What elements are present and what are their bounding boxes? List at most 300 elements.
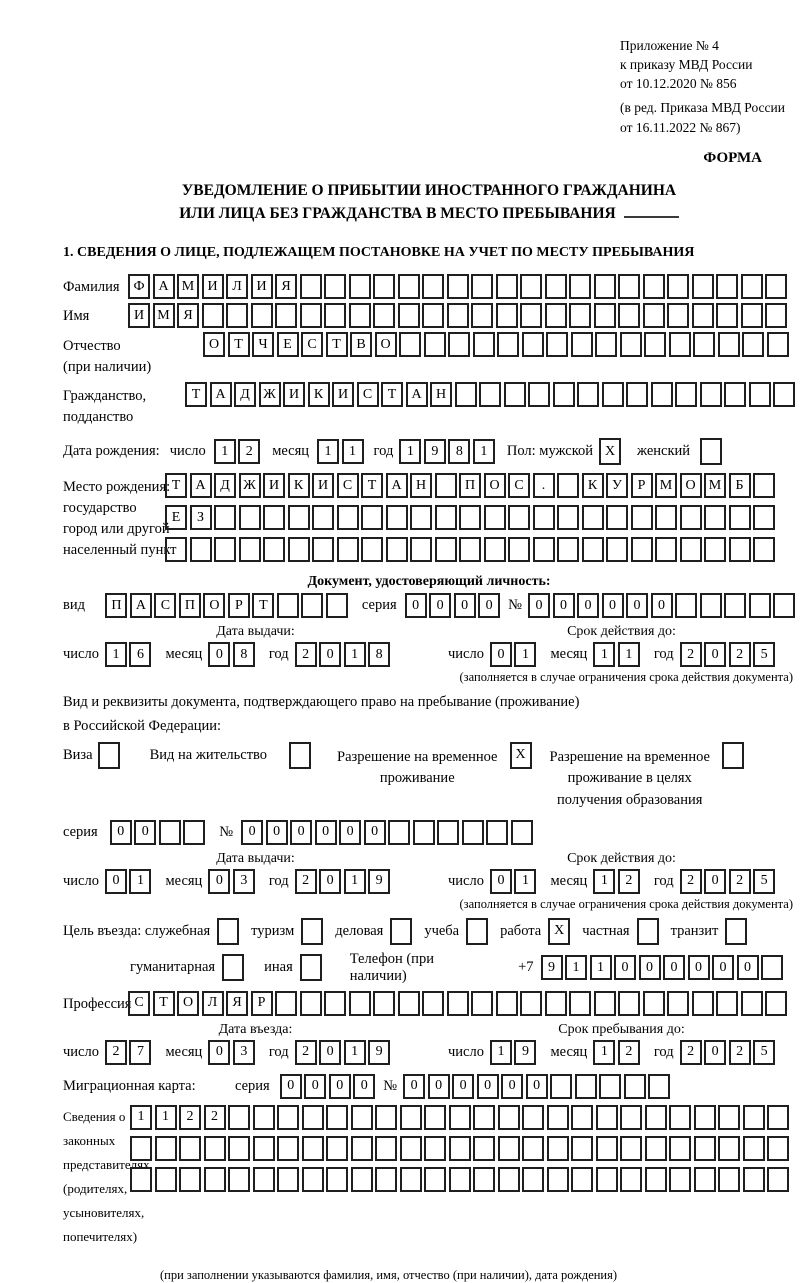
form-cell: 0 bbox=[110, 820, 132, 845]
form-cell: С bbox=[508, 473, 530, 498]
form-cell bbox=[618, 274, 640, 299]
form-cell bbox=[624, 1074, 646, 1099]
purpose-tourism-checkbox bbox=[301, 918, 323, 945]
form-cell: С bbox=[337, 473, 359, 498]
purpose-humanitarian-checkbox bbox=[222, 954, 244, 981]
sex-female-checkbox bbox=[700, 438, 722, 465]
representatives-row3 bbox=[130, 1167, 789, 1192]
form-cell: 2 bbox=[295, 869, 317, 894]
purpose-study-label: учеба bbox=[424, 922, 460, 939]
field-citizenship bbox=[63, 382, 795, 428]
stay-doc-intro: Вид и реквизиты документа, подтверждающего право на пребывание (проживание) в Российской Федерации: bbox=[63, 694, 580, 734]
form-cell: 2 bbox=[680, 1040, 702, 1065]
form-cell bbox=[277, 593, 299, 618]
form-cell bbox=[520, 303, 542, 328]
form-cell: 3 bbox=[233, 1040, 255, 1065]
form-cell: 2 bbox=[618, 1040, 640, 1065]
form-cell bbox=[447, 303, 469, 328]
form-cell bbox=[724, 593, 746, 618]
form-cell: X bbox=[599, 438, 621, 465]
patronymic-label: Отчество (при наличии) bbox=[63, 338, 152, 376]
form-cell: С bbox=[357, 382, 379, 407]
given-name-label: Имя bbox=[63, 308, 90, 325]
form-cell: 0 bbox=[602, 593, 624, 618]
form-cell: Т bbox=[326, 332, 348, 357]
form-cell bbox=[511, 820, 533, 845]
form-cell: П bbox=[179, 593, 201, 618]
form-cell: 0 bbox=[501, 1074, 523, 1099]
form-cell: У bbox=[606, 473, 628, 498]
form-cell bbox=[680, 505, 702, 530]
form-cell bbox=[694, 1136, 716, 1161]
representatives-row2 bbox=[130, 1136, 789, 1161]
form-cell bbox=[302, 1105, 324, 1130]
form-cell bbox=[575, 1074, 597, 1099]
form-cell bbox=[301, 593, 323, 618]
form-cell bbox=[222, 954, 244, 981]
form-cell bbox=[742, 332, 764, 357]
identity-issue-date: число 1 6 месяц 0 8 год 2 0 1 8 bbox=[63, 642, 448, 667]
form-cell bbox=[398, 991, 420, 1016]
migration-card-label: Миграционная карта: bbox=[63, 1077, 196, 1094]
form-cell: Н bbox=[430, 382, 452, 407]
form-cell bbox=[547, 1136, 569, 1161]
field-surname bbox=[63, 274, 795, 299]
form-cell: 9 bbox=[541, 955, 563, 980]
form-cell bbox=[447, 274, 469, 299]
form-cell bbox=[700, 438, 722, 465]
form-cell bbox=[722, 742, 744, 769]
form-cell bbox=[300, 274, 322, 299]
field-birth-place bbox=[63, 473, 795, 569]
form-cell bbox=[667, 274, 689, 299]
edu-permit-label: Разрешение на временное проживание в целях получения образования bbox=[549, 748, 710, 809]
form-cell bbox=[375, 1105, 397, 1130]
option-temp-permit bbox=[337, 742, 531, 791]
form-cell bbox=[569, 274, 591, 299]
form-cell: 0 bbox=[526, 1074, 548, 1099]
form-cell bbox=[289, 742, 311, 769]
form-cell bbox=[606, 537, 628, 562]
form-cell bbox=[165, 537, 187, 562]
stay-expiry-note: (заполняется в случае ограничения срока действия документа) bbox=[459, 896, 793, 911]
birth-place-row3 bbox=[165, 537, 775, 562]
stay-number-cells bbox=[241, 820, 533, 845]
form-cell: 0 bbox=[477, 1074, 499, 1099]
form-cell bbox=[375, 1167, 397, 1192]
form-cell bbox=[388, 820, 410, 845]
stay-until-heading: Срок пребывания до: bbox=[558, 1021, 685, 1037]
form-cell: Т bbox=[165, 473, 187, 498]
form-cell bbox=[522, 1105, 544, 1130]
form-cell: И bbox=[263, 473, 285, 498]
form-cell: 7 bbox=[129, 1040, 151, 1065]
form-cell: А bbox=[190, 473, 212, 498]
form-cell: А bbox=[406, 382, 428, 407]
form-cell: 8 bbox=[368, 642, 390, 667]
form-cell: 0 bbox=[364, 820, 386, 845]
form-cell bbox=[692, 274, 714, 299]
form-cell: Р bbox=[228, 593, 250, 618]
form-cell bbox=[675, 593, 697, 618]
purpose-private-checkbox bbox=[637, 918, 659, 945]
form-cell: 2 bbox=[179, 1105, 201, 1130]
migration-card-row bbox=[63, 1074, 795, 1099]
form-cell bbox=[422, 274, 444, 299]
form-cell bbox=[596, 1136, 618, 1161]
form-cell: А bbox=[386, 473, 408, 498]
form-cell: 2 bbox=[295, 1040, 317, 1065]
form-cell bbox=[765, 274, 787, 299]
stay-expiry-day-cells bbox=[490, 869, 537, 894]
form-cell: 1 bbox=[514, 869, 536, 894]
form-cell bbox=[228, 1105, 250, 1130]
form-cell: 0 bbox=[528, 593, 550, 618]
form-cell: X bbox=[548, 918, 570, 945]
form-cell: 0 bbox=[405, 593, 427, 618]
form-cell bbox=[484, 505, 506, 530]
sex-male-checkbox bbox=[599, 438, 621, 465]
form-cell bbox=[743, 1167, 765, 1192]
identity-doc-dates bbox=[63, 642, 795, 667]
form-cell bbox=[669, 1105, 691, 1130]
form-cell bbox=[620, 1105, 642, 1130]
form-cell bbox=[466, 918, 488, 945]
form-cell bbox=[473, 1167, 495, 1192]
birth-place-row1 bbox=[165, 473, 775, 498]
form-cell bbox=[545, 274, 567, 299]
form-cell bbox=[557, 537, 579, 562]
form-cell: И bbox=[202, 274, 224, 299]
identity-expiry-note: (заполняется в случае ограничения срока действия документа) bbox=[459, 670, 793, 685]
form-cell bbox=[546, 332, 568, 357]
issue-date-heading: Дата выдачи: bbox=[216, 624, 295, 640]
form-cell: 0 bbox=[329, 1074, 351, 1099]
form-cell: 0 bbox=[319, 642, 341, 667]
birth-month-cells bbox=[317, 439, 364, 464]
form-cell bbox=[204, 1136, 226, 1161]
form-cell bbox=[595, 332, 617, 357]
option-residence-permit bbox=[150, 742, 311, 769]
form-cell bbox=[263, 537, 285, 562]
form-cell: А bbox=[153, 274, 175, 299]
form-cell: В bbox=[350, 332, 372, 357]
purpose-work-label: работа bbox=[500, 922, 542, 939]
form-cell bbox=[675, 382, 697, 407]
form-cell: 2 bbox=[729, 1040, 751, 1065]
form-cell bbox=[645, 1136, 667, 1161]
appendix-line: от 10.12.2020 № 856 bbox=[620, 76, 737, 92]
form-cell bbox=[435, 473, 457, 498]
form-cell bbox=[648, 1074, 670, 1099]
form-cell bbox=[620, 332, 642, 357]
stay-expiry-heading: Срок действия до: bbox=[567, 850, 676, 866]
birth-year-cells bbox=[399, 439, 495, 464]
appendix-header bbox=[620, 36, 795, 137]
purpose-business-checkbox bbox=[390, 918, 412, 945]
form-cell bbox=[606, 505, 628, 530]
expiry-day-cells bbox=[490, 642, 537, 667]
form-cell: 9 bbox=[424, 439, 446, 464]
form-cell: Ч bbox=[252, 332, 274, 357]
form-cell bbox=[620, 1167, 642, 1192]
form-cell bbox=[545, 991, 567, 1016]
form-cell bbox=[447, 991, 469, 1016]
form-cell: 0 bbox=[428, 1074, 450, 1099]
form-cell: Т bbox=[381, 382, 403, 407]
issue-year-cells bbox=[295, 642, 391, 667]
form-cell bbox=[596, 1105, 618, 1130]
form-cell bbox=[716, 303, 738, 328]
form-cell bbox=[277, 1167, 299, 1192]
form-cell bbox=[473, 1105, 495, 1130]
phone-cells bbox=[541, 955, 784, 980]
purpose-private-label: частная bbox=[582, 922, 630, 939]
form-cell bbox=[400, 1136, 422, 1161]
form-cell: 1 bbox=[565, 955, 587, 980]
form-cell: 2 bbox=[295, 642, 317, 667]
form-cell bbox=[275, 991, 297, 1016]
form-cell: О bbox=[177, 991, 199, 1016]
form-cell bbox=[399, 332, 421, 357]
form-cell bbox=[130, 1136, 152, 1161]
form-cell: 2 bbox=[618, 869, 640, 894]
form-cell bbox=[479, 382, 501, 407]
form-cell: 0 bbox=[663, 955, 685, 980]
form-cell bbox=[680, 537, 702, 562]
form-cell bbox=[437, 820, 459, 845]
form-cell: К bbox=[308, 382, 330, 407]
form-cell bbox=[459, 505, 481, 530]
form-cell bbox=[424, 1136, 446, 1161]
form-cell: 0 bbox=[266, 820, 288, 845]
form-cell bbox=[288, 505, 310, 530]
representatives-block bbox=[63, 1105, 795, 1283]
form-cell: Л bbox=[226, 274, 248, 299]
form-cell bbox=[729, 537, 751, 562]
form-cell: 5 bbox=[753, 869, 775, 894]
form-cell bbox=[694, 1105, 716, 1130]
form-cell bbox=[277, 1105, 299, 1130]
form-cell: 0 bbox=[704, 1040, 726, 1065]
form-cell bbox=[498, 1167, 520, 1192]
form-cell: Б bbox=[729, 473, 751, 498]
form-cell bbox=[226, 303, 248, 328]
form-cell bbox=[155, 1136, 177, 1161]
form-cell bbox=[373, 303, 395, 328]
stay-doc-options bbox=[63, 742, 795, 812]
purpose-other-label: иная bbox=[264, 959, 293, 976]
form-cell bbox=[643, 991, 665, 1016]
form-cell bbox=[448, 332, 470, 357]
form-cell bbox=[217, 918, 239, 945]
form-cell bbox=[571, 332, 593, 357]
form-cell bbox=[326, 1167, 348, 1192]
form-cell bbox=[643, 274, 665, 299]
form-cell: 9 bbox=[514, 1040, 536, 1065]
entry-date: число 2 7 месяц 0 3 год 2 0 1 9 bbox=[63, 1040, 448, 1065]
field-given-name bbox=[63, 303, 795, 328]
form-cell bbox=[753, 537, 775, 562]
form-cell: 1 bbox=[129, 869, 151, 894]
form-cell bbox=[508, 537, 530, 562]
form-cell bbox=[743, 1105, 765, 1130]
form-cell bbox=[553, 382, 575, 407]
stay-expiry-month-cells bbox=[593, 869, 640, 894]
form-cell bbox=[602, 382, 624, 407]
form-cell: И bbox=[128, 303, 150, 328]
form-cell: 0 bbox=[704, 642, 726, 667]
form-cell bbox=[582, 537, 604, 562]
doc-series-cells bbox=[405, 593, 501, 618]
form-cell: 1 bbox=[344, 642, 366, 667]
form-cell bbox=[528, 382, 550, 407]
form-cell: 1 bbox=[155, 1105, 177, 1130]
form-cell: 1 bbox=[473, 439, 495, 464]
form-cell bbox=[631, 537, 653, 562]
migration-number-cells bbox=[403, 1074, 670, 1099]
stay-series-label: серия bbox=[63, 823, 98, 840]
birth-day-label: число bbox=[169, 443, 206, 460]
form-cell bbox=[486, 820, 508, 845]
doc-kind-cells bbox=[105, 593, 348, 618]
form-cell: М bbox=[177, 274, 199, 299]
form-cell bbox=[557, 505, 579, 530]
form-cell: 8 bbox=[233, 642, 255, 667]
form-cell: 1 bbox=[490, 1040, 512, 1065]
form-cell bbox=[455, 382, 477, 407]
form-cell: 0 bbox=[403, 1074, 425, 1099]
form-cell: А bbox=[210, 382, 232, 407]
form-cell bbox=[618, 991, 640, 1016]
form-cell bbox=[351, 1136, 373, 1161]
form-cell: С bbox=[128, 991, 150, 1016]
form-cell: 0 bbox=[105, 869, 127, 894]
form-cell bbox=[435, 537, 457, 562]
citizenship-cells bbox=[185, 382, 795, 407]
form-cell: 0 bbox=[208, 642, 230, 667]
form-cell: И bbox=[332, 382, 354, 407]
form-cell bbox=[277, 1136, 299, 1161]
form-cell bbox=[471, 303, 493, 328]
form-cell: О bbox=[680, 473, 702, 498]
residence-permit-label: Вид на жительство bbox=[149, 746, 268, 763]
form-cell bbox=[413, 820, 435, 845]
form-cell bbox=[228, 1136, 250, 1161]
form-cell bbox=[422, 991, 444, 1016]
form-cell: М bbox=[655, 473, 677, 498]
form-cell bbox=[300, 991, 322, 1016]
form-cell bbox=[582, 505, 604, 530]
form-cell: 1 bbox=[399, 439, 421, 464]
form-cell bbox=[716, 274, 738, 299]
form-cell: 9 bbox=[368, 869, 390, 894]
form-cell bbox=[449, 1105, 471, 1130]
form-cell bbox=[361, 537, 383, 562]
option-edu-permit bbox=[550, 742, 744, 812]
form-cell: 0 bbox=[490, 869, 512, 894]
form-cell: И bbox=[312, 473, 334, 498]
form-cell bbox=[410, 537, 432, 562]
form-cell: 1 bbox=[593, 869, 615, 894]
form-cell: 1 bbox=[317, 439, 339, 464]
surname-label: Фамилия bbox=[63, 279, 120, 296]
blank-underline bbox=[624, 203, 679, 218]
form-cell bbox=[351, 1105, 373, 1130]
form-cell bbox=[159, 820, 181, 845]
form-cell bbox=[533, 537, 555, 562]
form-cell: 1 bbox=[214, 439, 236, 464]
form-cell bbox=[424, 332, 446, 357]
form-cell bbox=[718, 1136, 740, 1161]
form-cell bbox=[449, 1167, 471, 1192]
form-cell bbox=[400, 1167, 422, 1192]
visa-checkbox bbox=[98, 742, 120, 769]
birth-date-label: Дата рождения: bbox=[63, 443, 160, 460]
form-cell bbox=[228, 1167, 250, 1192]
form-cell bbox=[753, 505, 775, 530]
form-cell bbox=[473, 332, 495, 357]
form-cell: М bbox=[704, 473, 726, 498]
form-cell bbox=[626, 382, 648, 407]
form-cell: А bbox=[130, 593, 152, 618]
form-cell bbox=[496, 991, 518, 1016]
purpose-tourism-label: туризм bbox=[251, 922, 295, 939]
form-cell bbox=[718, 332, 740, 357]
form-cell bbox=[326, 1105, 348, 1130]
form-cell bbox=[204, 1167, 226, 1192]
representatives-row1 bbox=[130, 1105, 789, 1130]
form-cell: 0 bbox=[452, 1074, 474, 1099]
form-cell bbox=[571, 1167, 593, 1192]
appendix-line: к приказу МВД России bbox=[620, 57, 753, 73]
form-cell: С bbox=[154, 593, 176, 618]
identity-doc-date-headings bbox=[63, 624, 795, 640]
form-cell bbox=[700, 593, 722, 618]
form-cell bbox=[471, 991, 493, 1016]
issue-month-cells bbox=[208, 642, 255, 667]
entry-year-cells bbox=[295, 1040, 391, 1065]
form-cell bbox=[253, 1167, 275, 1192]
purpose-work-checkbox bbox=[548, 918, 570, 945]
form-cell bbox=[693, 332, 715, 357]
form-cell bbox=[631, 505, 653, 530]
form-cell bbox=[773, 593, 795, 618]
form-cell: 0 bbox=[304, 1074, 326, 1099]
form-cell bbox=[498, 1136, 520, 1161]
doc-kind-label: вид bbox=[63, 597, 85, 614]
form-cell bbox=[251, 303, 273, 328]
form-cell: 2 bbox=[204, 1105, 226, 1130]
form-cell: Я bbox=[177, 303, 199, 328]
form-cell bbox=[725, 918, 747, 945]
page-title bbox=[63, 179, 795, 226]
doc-series-label: серия bbox=[361, 597, 397, 614]
form-cell bbox=[504, 382, 526, 407]
form-cell: 0 bbox=[577, 593, 599, 618]
form-cell: Т bbox=[361, 473, 383, 498]
form-cell bbox=[700, 382, 722, 407]
section1-heading: 1. СВЕДЕНИЯ О ЛИЦЕ, ПОДЛЕЖАЩЕМ ПОСТАНОВКЕ НА УЧЕТ ПО МЕСТУ ПРЕБЫВАНИЯ bbox=[63, 245, 695, 261]
form-cell bbox=[571, 1136, 593, 1161]
form-cell: 1 bbox=[618, 642, 640, 667]
form-cell: 1 bbox=[130, 1105, 152, 1130]
form-cell bbox=[761, 955, 783, 980]
form-cell: М bbox=[153, 303, 175, 328]
form-cell bbox=[718, 1167, 740, 1192]
option-visa bbox=[63, 742, 120, 769]
title-line2: ИЛИ ЛИЦА БЕЗ ГРАЖДАНСТВА В МЕСТО ПРЕБЫВАНИЯ bbox=[63, 202, 795, 225]
